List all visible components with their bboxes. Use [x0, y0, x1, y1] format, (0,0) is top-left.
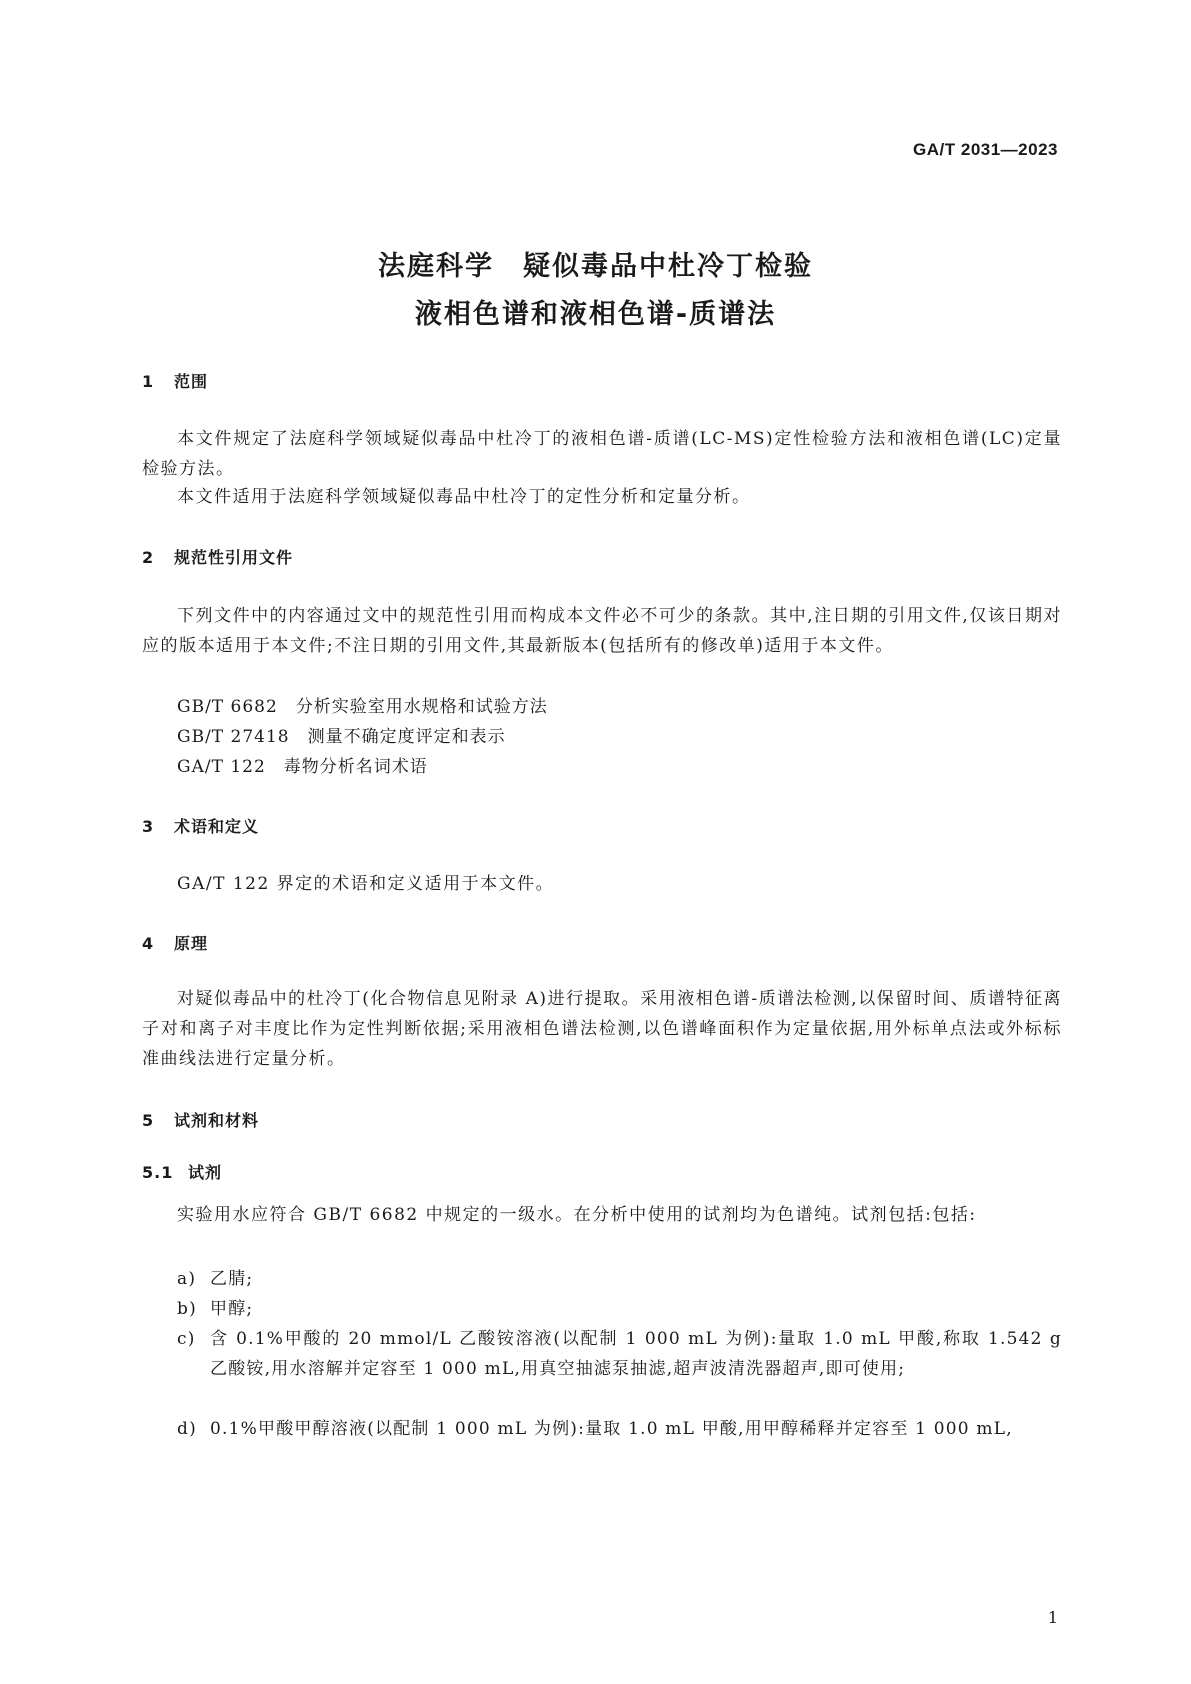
section-5-heading: 5 试剂和材料 [142, 1111, 260, 1130]
reference-item: GA/T 122 毒物分析名词术语 [177, 757, 428, 777]
list-item: d) 0.1%甲酸甲醇溶液(以配制 1 000 mL 为例):量取 1.0 mL 甲酸,用甲醇稀释并定容至 1 000 mL, [177, 1419, 1013, 1439]
section-4-heading: 4 原理 [142, 934, 209, 953]
section-5-1-heading: 5.1 试剂 [142, 1163, 223, 1182]
document-title-line2: 液相色谱和液相色谱-质谱法 [414, 299, 777, 330]
section-2-heading: 2 规范性引用文件 [142, 548, 294, 567]
reference-item: GB/T 27418 测量不确定度评定和表示 [177, 727, 506, 747]
reference-item: GB/T 6682 分析实验室用水规格和试验方法 [177, 697, 548, 717]
list-item: c) 含 0.1%甲酸的 20 mmol/L 乙酸铵溶液(以配制 1 000 mL 为例):量取 1.0 mL 甲酸,称取 1.542 g 乙酸铵,用水溶解并定容至 1 000 mL,用真空抽滤泵抽滤,超声波清洗器超声,即可使用; [177, 1329, 1062, 1379]
document-title-line1: 法庭科学 疑似毒品中杜冷丁检验 [378, 251, 813, 282]
page-number: 1 [1047, 1608, 1058, 1627]
section-2-paragraph-1: 下列文件中的内容通过文中的规范性引用而构成本文件必不可少的条款。其中,注日期的引用文件,仅该日期对应的版本适用于本文件;不注日期的引用文件,其最新版本(包括所有的修改单)适用于本文件。 [142, 606, 1062, 656]
section-1-heading: 1 范围 [142, 372, 209, 391]
section-1-paragraph-2: 本文件适用于法庭科学领域疑似毒品中杜冷丁的定性分析和定量分析。 [177, 487, 751, 507]
section-3-paragraph-1: GA/T 122 界定的术语和定义适用于本文件。 [177, 874, 555, 894]
standard-number: GA/T 2031—2023 [913, 140, 1058, 159]
section-4-paragraph-1: 对疑似毒品中的杜冷丁(化合物信息见附录 A)进行提取。采用液相色谱-质谱法检测,以保留时间、质谱特征离子对和离子对丰度比作为定性判断依据;采用液相色谱法检测,以色谱峰面积作为定量依据,用外标单点法或外标标准曲线法进行定量分析。 [142, 989, 1062, 1069]
section-3-heading: 3 术语和定义 [142, 817, 260, 836]
section-5-1-paragraph-1: 实验用水应符合 GB/T 6682 中规定的一级水。在分析中使用的试剂均为色谱纯。试剂包括:包括: [177, 1205, 977, 1225]
section-1-paragraph-1: 本文件规定了法庭科学领域疑似毒品中杜冷丁的液相色谱-质谱(LC-MS)定性检验方法和液相色谱(LC)定量检验方法。 [142, 429, 1062, 479]
list-item: b) 甲醇; [177, 1299, 254, 1319]
list-item: a) 乙腈; [177, 1269, 254, 1289]
